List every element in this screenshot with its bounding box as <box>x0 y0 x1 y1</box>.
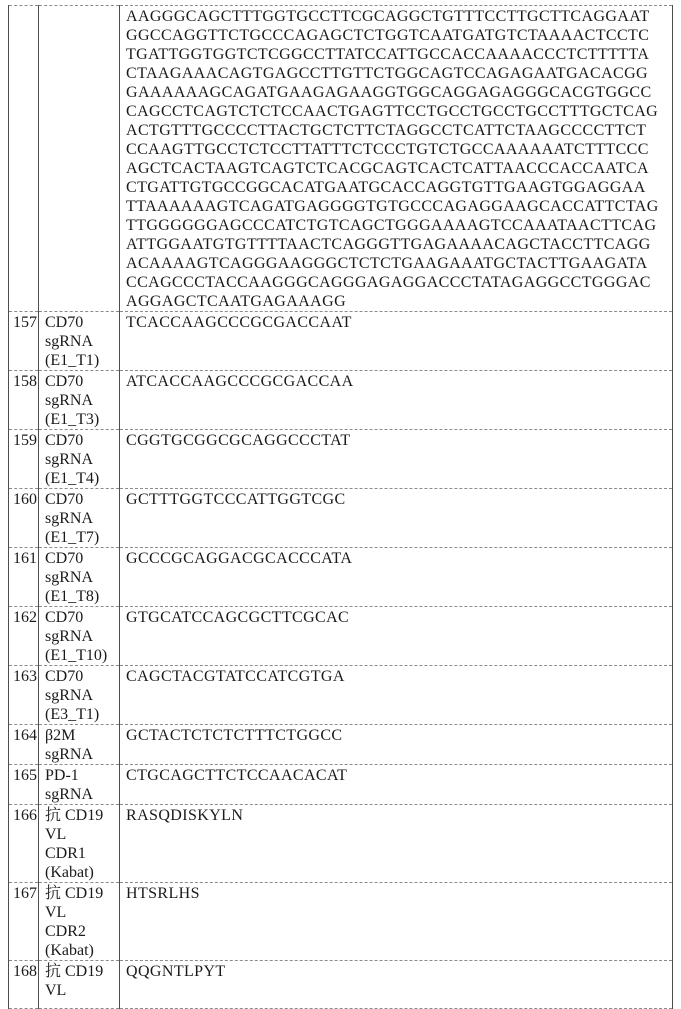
seq-no-cell: 164 <box>9 725 39 765</box>
sequence-cell: GTGCATCCAGCGCTTCGCAC <box>120 607 673 666</box>
table-row <box>9 489 673 548</box>
description-cell: CD70 sgRNA (E1_T7) <box>39 489 120 548</box>
seq-no-cell: 166 <box>9 805 39 883</box>
description-cell: 抗 CD19 VL CDR2 (Kabat) <box>39 883 120 961</box>
sequence-cell: QQGNTLPYT <box>120 961 673 1009</box>
sequence-cell: AAGGGCAGCTTTGGTGCCTTCGCAGGCTGTTTCCTTGCTTCAGGAAT GGCCAGGTTCTGCCCAGAGCTCTGGTCAATGATGTCTAAAACTCCTC TGATTGGTGGTCTCGGCCTTATCCATTGCCACCAAAACCCTCTTTTTA CTAAGAAACAGTGAGCCTTGTTCTGGCAGTCCAGAGAATGACACGG GAAAAAAGCAGATGAAGAGAAGGTGGCAGGAGAGGGCACGTGGCC CAGCCTCAGTCTCTCCAACTGAGTTCCTGCCTGCCTGCCTTTGCTCAG ACTGTTTGCCCCTTACTGCTCTTCTAGGCCTCATTCTAAGCCCCTTCT CCAAGTTGCCTCTCCTTATTTCTCCCTGTCTGCCAAAAAATCTTTCCC AGCTCACTAAGTCAGTCTCACGCAGTCACTCATTAACCCACCAATCA CTGATTGTGCCGGCACATGAATGCACCAGGTGTTGAAGTGGAGGAA TTAAAAAAGTCAGATGAGGGGTGTGCCCAGAGGAAGCACCATTCTAG TTGGGGGGAGCCCATCTGTCAGCTGGGAAAAGTCCAAATAACTTCAG ATTGGAATGTGTTTTAACTCAGGGTTGAGAAAACAGCTACCTTCAGG ACAAAAGTCAGGGAAGGGCTCTCTGAAGAAATGCTACTTGAAGATA CCAGCCCTACCAAGGGCAGGGAGAGGACCCTATAGAGGCCTGGGAC AGGAGCTCAATGAGAAAGG <box>120 6 673 312</box>
sequence-cell: TCACCAAGCCCGCGACCAAT <box>120 312 673 371</box>
table-row <box>9 883 673 961</box>
table-row <box>9 725 673 765</box>
sequence-cell: CAGCTACGTATCCATCGTGA <box>120 666 673 725</box>
description-cell: CD70 sgRNA (E1_T10) <box>39 607 120 666</box>
description-cell: CD70 sgRNA (E1_T3) <box>39 371 120 430</box>
description-cell <box>39 6 120 312</box>
sequence-cell: CTGCAGCTTCTCCAACACAT <box>120 765 673 805</box>
description-cell: CD70 sgRNA (E1_T4) <box>39 430 120 489</box>
description-cell: PD-1 sgRNA <box>39 765 120 805</box>
sequence-cell: CGGTGCGGCGCAGGCCCTAT <box>120 430 673 489</box>
sequence-cell: GCTACTCTCTCTTTCTGGCC <box>120 725 673 765</box>
seq-no-cell: 160 <box>9 489 39 548</box>
table-row <box>9 371 673 430</box>
sequence-cell: RASQDISKYLN <box>120 805 673 883</box>
seq-no-cell <box>9 6 39 312</box>
sequence-cell: GCTTTGGTCCCATTGGTCGC <box>120 489 673 548</box>
description-cell: CD70 sgRNA (E3_T1) <box>39 666 120 725</box>
sequence-listing-table <box>8 5 673 1009</box>
table-row <box>9 961 673 1009</box>
table-row <box>9 548 673 607</box>
table-row <box>9 312 673 371</box>
table-row <box>9 666 673 725</box>
description-cell: 抗 CD19 VL CDR1 (Kabat) <box>39 805 120 883</box>
description-cell: 抗 CD19 VL <box>39 961 120 1009</box>
sequence-cell: ATCACCAAGCCCGCGACCAA <box>120 371 673 430</box>
seq-no-cell: 161 <box>9 548 39 607</box>
table-row <box>9 6 673 312</box>
seq-no-cell: 158 <box>9 371 39 430</box>
table-row <box>9 607 673 666</box>
table-row <box>9 765 673 805</box>
seq-no-cell: 163 <box>9 666 39 725</box>
sequence-cell: HTSRLHS <box>120 883 673 961</box>
table-row <box>9 430 673 489</box>
seq-no-cell: 167 <box>9 883 39 961</box>
table-row <box>9 805 673 883</box>
description-cell: CD70 sgRNA (E1_T8) <box>39 548 120 607</box>
seq-no-cell: 159 <box>9 430 39 489</box>
seq-no-cell: 157 <box>9 312 39 371</box>
description-cell: CD70 sgRNA (E1_T1) <box>39 312 120 371</box>
seq-no-cell: 165 <box>9 765 39 805</box>
seq-no-cell: 168 <box>9 961 39 1009</box>
description-cell: β2M sgRNA <box>39 725 120 765</box>
seq-no-cell: 162 <box>9 607 39 666</box>
sequence-cell: GCCCGCAGGACGCACCCATA <box>120 548 673 607</box>
